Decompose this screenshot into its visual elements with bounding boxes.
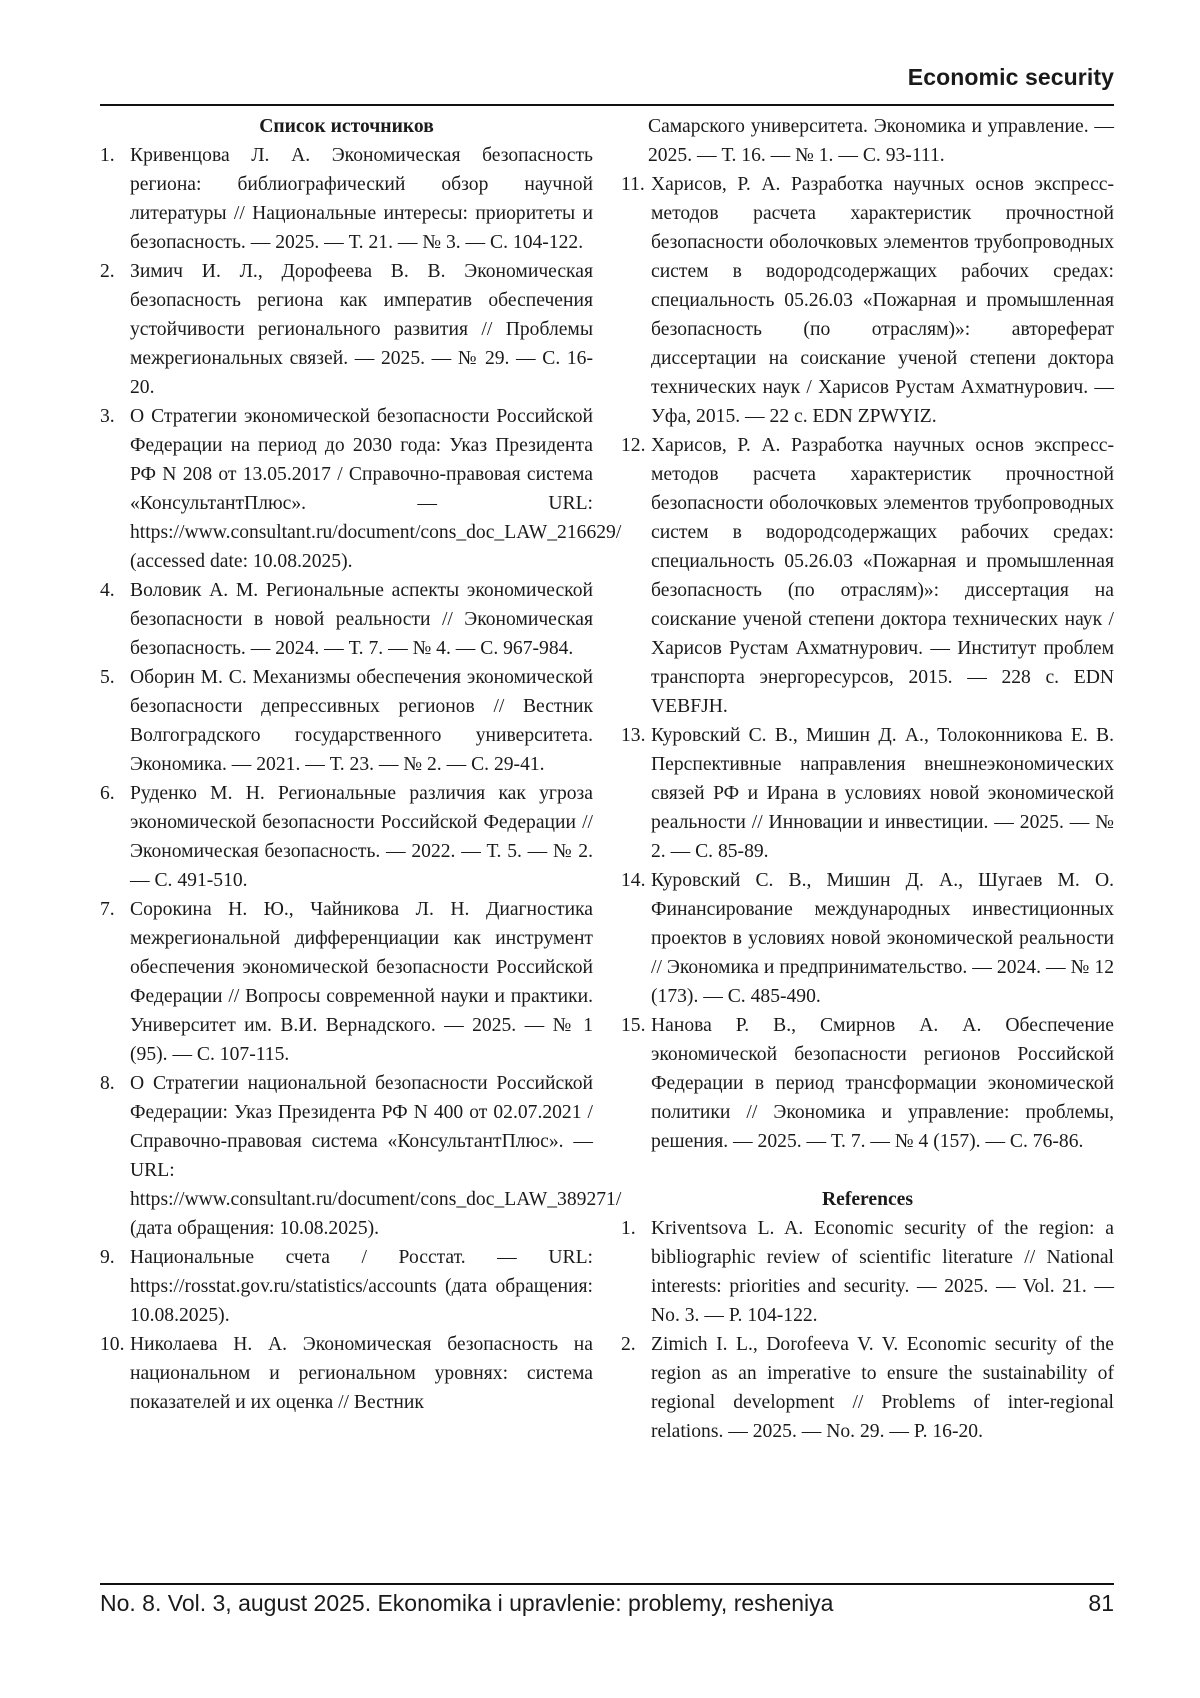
source-number: 8. xyxy=(100,1073,115,1094)
source-number: 4. xyxy=(100,580,115,601)
source-item xyxy=(621,1011,1114,1156)
source-number: 3. xyxy=(100,406,115,427)
source-item xyxy=(621,170,1114,431)
source-number: 1. xyxy=(100,145,115,166)
source-item xyxy=(100,576,593,663)
sources-list-left xyxy=(100,141,622,1417)
references-heading: References xyxy=(821,1189,914,1210)
source-item xyxy=(100,895,593,1069)
left-column xyxy=(100,112,622,1417)
reference-number: 2. xyxy=(621,1334,636,1355)
source-number: 5. xyxy=(100,667,115,688)
source-text: Воловик А. М. Региональные аспекты экономической безопасности в новой реальности // Экономическая безопасность. — 2024. — Т. 7. — № 4. — С. 967-984. xyxy=(130,580,593,659)
source-number: 6. xyxy=(100,783,115,804)
source-item xyxy=(621,721,1114,866)
source-text: Зимич И. Л., Дорофеева В. В. Экономическая безопасность региона как императив обеспечения устойчивости регионального развития // Проблемы межрегиональных связей. — 2025. — № 29. — С. 16-20. xyxy=(130,261,593,398)
source-text: Оборин М. С. Механизмы обеспечения экономической безопасности депрессивных регионов // Вестник Волгоградского государственного университета. Экономика. — 2021. — Т. 23. — № 2. — С. 29-41. xyxy=(130,667,593,775)
source-number: 7. xyxy=(100,899,115,920)
source-item xyxy=(100,257,593,402)
running-head: Economic security xyxy=(907,64,1114,90)
source-number: 15. xyxy=(621,1015,646,1036)
source-item xyxy=(100,1069,622,1243)
sources-list-right xyxy=(621,170,1114,1156)
source-number: 2. xyxy=(100,261,115,282)
footer-rule xyxy=(100,1583,1114,1585)
source-number: 14. xyxy=(621,870,646,891)
source-text: Кривенцова Л. А. Экономическая безопасность региона: библиографический обзор научной литературы // Национальные интересы: приоритеты и безопасность. — 2025. — Т. 21. — № 3. — С. 104-122. xyxy=(130,145,593,253)
reference-item xyxy=(621,1330,1114,1446)
source-text: Нанова Р. В., Смирнов А. А. Обеспечение экономической безопасности регионов Российской Федерации в период трансформации экономической политики // Экономика и управление: проблемы, решения. — 2025. — Т. 7. — № 4 (157). — С. 76-86. xyxy=(651,1015,1114,1152)
source-text: Руденко М. Н. Региональные различия как угроза экономической безопасности Российской Федерации // Экономическая безопасность. — 2022. — Т. 5. — № 2. — С. 491-510. xyxy=(130,783,593,891)
right-column xyxy=(621,112,1114,1446)
source-item xyxy=(621,866,1114,1011)
source-text: Национальные счета / Росстат. — URL: https://rosstat.gov.ru/statistics/accounts (дата обращения: 10.08.2025). xyxy=(130,1247,593,1326)
journal-footer: No. 8. Vol. 3, august 2025. Ekonomika i upravlenie: problemy, resheniya xyxy=(100,1590,834,1616)
source-text: Сорокина Н. Ю., Чайникова Л. Н. Диагностика межрегиональной дифференциации как инструмент обеспечения экономической безопасности Российской Федерации // Вопросы современной науки и практики. Университет им. В.И. Вернадского. — 2025. — № 1 (95). — С. 107-115. xyxy=(130,899,593,1065)
header-rule xyxy=(100,104,1114,106)
source-item xyxy=(100,1243,593,1330)
source-item xyxy=(100,1330,593,1417)
source-item xyxy=(100,779,593,895)
source-number: 13. xyxy=(621,725,646,746)
source-number: 12. xyxy=(621,435,646,456)
page-number: 81 xyxy=(1088,1590,1114,1616)
source-item-continuation: Самарского университета. Экономика и управление. — 2025. — Т. 16. — № 1. — С. 93-111. xyxy=(648,116,1114,166)
source-number: 10. xyxy=(100,1334,125,1355)
source-text: О Стратегии национальной безопасности Российской Федерации: Указ Президента РФ N 400 от 02.07.2021 / Справочно-правовая система «КонсультантПлюс». — URL: https://www.consultant.ru/document/cons_doc_LAW_389271/ (дата обращения: 10.08.2025). xyxy=(130,1073,622,1239)
source-text: Николаева Н. А. Экономическая безопасность на национальном и региональном уровнях: система показателей и их оценка // Вестник xyxy=(130,1334,593,1413)
source-text: Харисов, Р. А. Разработка научных основ экспресс-методов расчета характеристик прочностной безопасности оболочковых элементов трубопроводных систем в водородсодержащих рабочих средах: специальность 05.26.03 «Пожарная и промышленная безопасность (по отраслям)»: автореферат диссертации на соискание ученой степени доктора технических наук / Харисов Рустам Ахматнурович. — Уфа, 2015. — 22 с. EDN ZPWYIZ. xyxy=(651,174,1114,427)
source-text: О Стратегии экономической безопасности Российской Федерации на период до 2030 года: Указ Президента РФ N 208 от 13.05.2017 / Справочно-правовая система «КонсультантПлюс». — URL: https://www.consultant.ru/document/cons_doc_LAW_216629/ (accessed date: 10.08.2025). xyxy=(130,406,622,572)
source-item xyxy=(100,663,593,779)
source-text: Харисов, Р. А. Разработка научных основ экспресс-методов расчета характеристик прочностной безопасности оболочковых элементов трубопроводных систем в водородсодержащих рабочих средах: специальность 05.26.03 «Пожарная и промышленная безопасность (по отраслям)»: диссертация на соискание ученой степени доктора технических наук / Харисов Рустам Ахматнурович. — Институт проблем транспорта энергоресурсов, 2015. — 228 с. EDN VEBFJH. xyxy=(651,435,1114,717)
source-item xyxy=(100,402,622,576)
reference-number: 1. xyxy=(621,1218,636,1239)
source-item xyxy=(621,431,1114,721)
reference-text: Zimich I. L., Dorofeeva V. V. Economic security of the region as an imperative to ensure the sustainability of regional development // Problems of inter-regional relations. — 2025. — No. 29. — P. 16-20. xyxy=(651,1334,1114,1442)
source-number: 11. xyxy=(621,174,645,195)
source-item xyxy=(100,141,593,257)
source-text: Куровский С. В., Мишин Д. А., Толоконникова Е. В. Перспективные направления внешнеэкономических связей РФ и Ирана в условиях новой экономической реальности // Инновации и инвестиции. — 2025. — № 2. — С. 85-89. xyxy=(651,725,1114,862)
source-text: Куровский С. В., Мишин Д. А., Шугаев М. О. Финансирование международных инвестиционных проектов в условиях новой экономической реальности // Экономика и предпринимательство. — 2024. — № 12 (173). — С. 485-490. xyxy=(651,870,1114,1007)
references-list xyxy=(621,1214,1114,1446)
reference-text: Kriventsova L. A. Economic security of the region: a bibliographic review of scientific literature // National interests: priorities and security. — 2025. — Vol. 21. — No. 3. — P. 104-122. xyxy=(651,1218,1114,1326)
reference-item xyxy=(621,1214,1114,1330)
sources-heading: Список источников xyxy=(259,116,434,137)
source-number: 9. xyxy=(100,1247,115,1268)
